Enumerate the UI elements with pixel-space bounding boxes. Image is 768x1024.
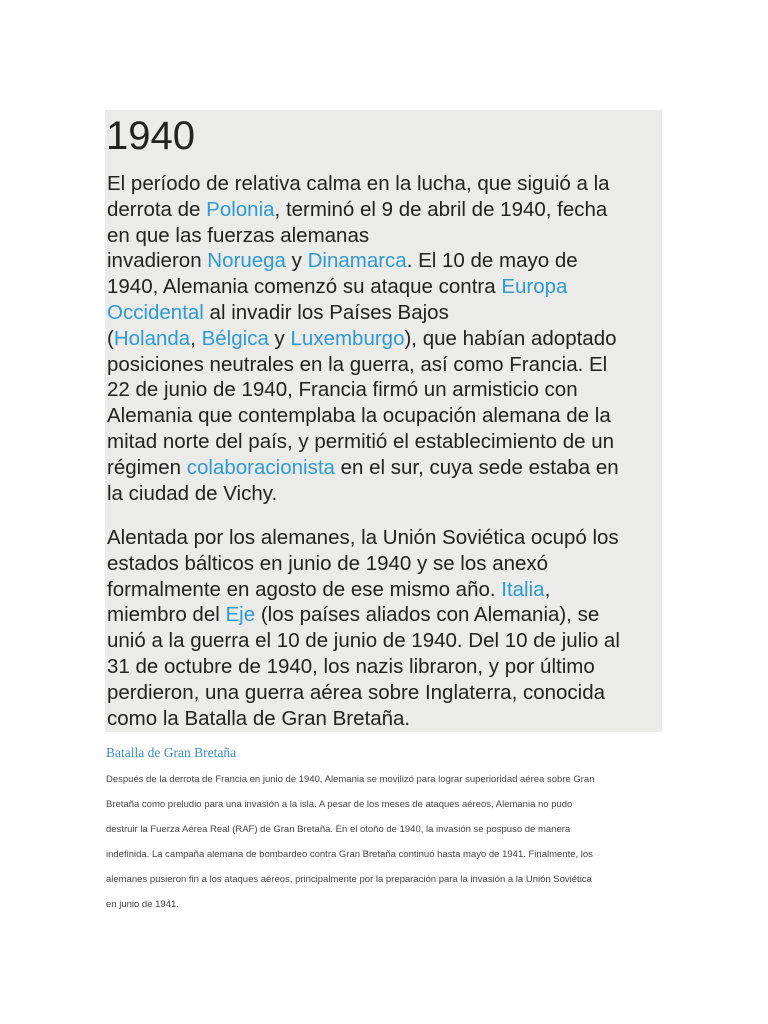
text-segment: 22 de junio de 1940, Francia firmó un armisticio con	[107, 378, 578, 402]
text-segment: mitad norte del país, y permitió el establecimiento de un	[107, 429, 615, 453]
subsection-text-line: alemanes pusieron fin a los ataques aéreos, principalmente por la preparación para la invasión a la Unión Soviética	[106, 874, 592, 885]
text-segment: ,	[190, 326, 202, 350]
text-segment: Alemania que contemplaba la ocupación alemana de la	[107, 404, 611, 428]
inline-link-holanda[interactable]: Holanda	[113, 326, 191, 350]
text-segment: El período de relativa calma en la lucha, que siguió a la	[107, 172, 610, 195]
subsection-text-line: Después de la derrota de Francia en junio de 1940, Alemania se movilizó para lograr superioridad aérea sobre Gran	[106, 774, 595, 785]
text-segment: perdieron, una guerra aérea sobre Inglaterra, conocida	[107, 680, 606, 704]
text-segment: Alentada por los alemanes, la Unión Soviética ocupó los	[107, 526, 619, 549]
text-segment: al invadir los Países Bajos	[203, 300, 449, 324]
text-line	[107, 628, 662, 654]
text-segment: en el sur, cuya sede estaba en	[334, 455, 619, 479]
text-line	[107, 551, 662, 577]
text-segment: unió a la guerra el 10 de junio de 1940. Del 10 de julio al	[107, 629, 620, 653]
paragraph-2	[107, 525, 662, 731]
text-line	[107, 602, 662, 628]
text-segment: la ciudad de Vichy.	[107, 481, 278, 505]
text-line	[107, 248, 662, 274]
text-line	[107, 377, 662, 403]
text-line	[107, 429, 662, 455]
text-segment: derrota de	[107, 197, 207, 221]
text-line	[107, 403, 662, 429]
text-segment: ,	[544, 577, 551, 601]
text-segment: y	[268, 326, 291, 350]
text-segment: formalmente en agosto de ese mismo año.	[107, 577, 502, 601]
text-segment: , terminó el 9 de abril de 1940, fecha	[274, 197, 608, 221]
text-line	[107, 577, 662, 603]
subsection-heading: Batalla de Gran Bretaña	[106, 745, 237, 760]
paragraph-1	[107, 171, 662, 506]
inline-link-noruega[interactable]: Noruega	[207, 249, 286, 273]
text-line	[107, 300, 662, 326]
text-segment: posiciones neutrales en la guerra, así como Francia. El	[107, 352, 608, 376]
section-heading: 1940	[106, 114, 195, 158]
inline-link-polonia[interactable]: Polonia	[206, 197, 275, 221]
text-segment: 1940, Alemania comenzó su ataque contra	[107, 275, 502, 299]
subsection-text-line: indefinida. La campaña alemana de bombardeo contra Gran Bretaña continuó hasta mayo de 1941. Finalmente, los	[106, 849, 593, 860]
inline-link-dinamarca[interactable]: Dinamarca	[307, 249, 407, 273]
text-line	[107, 525, 662, 551]
text-line	[107, 197, 662, 223]
subsection-text-line: en junio de 1941.	[106, 899, 179, 910]
text-line	[107, 223, 662, 249]
text-segment: régimen	[107, 455, 187, 479]
subsection-text-line: destruir la Fuerza Aérea Real (RAF) de Gran Bretaña. En el otoño de 1940, la invasión se pospuso de manera	[106, 824, 571, 835]
text-segment: estados bálticos en junio de 1940 y se los anexó	[107, 551, 549, 575]
text-line	[107, 455, 662, 481]
text-line	[107, 706, 662, 732]
text-segment: 31 de octubre de 1940, los nazis libraron, y por último	[107, 654, 595, 678]
inline-link-luxemburgo[interactable]: Luxemburgo	[290, 326, 405, 350]
text-line	[107, 352, 662, 378]
text-segment: (	[107, 326, 114, 350]
text-segment: ), que habían adoptado	[404, 326, 617, 350]
text-segment: miembro del	[107, 603, 226, 627]
text-segment: . El 10 de mayo de	[406, 249, 578, 273]
text-line	[107, 654, 662, 680]
inline-link-europa[interactable]: Europa	[501, 275, 568, 299]
inline-link-italia[interactable]: Italia	[501, 577, 545, 601]
inline-link-occidental[interactable]: Occidental	[107, 300, 204, 324]
inline-link-eje[interactable]: Eje	[225, 603, 256, 627]
text-segment: invadieron	[107, 249, 208, 273]
text-line	[107, 326, 662, 352]
text-line	[107, 171, 662, 197]
text-segment: (los países aliados con Alemania), se	[255, 603, 600, 627]
text-segment: en que las fuerzas alemanas	[107, 223, 370, 247]
text-segment: como la Batalla de Gran Bretaña.	[107, 706, 411, 730]
inline-link-bélgica[interactable]: Bélgica	[201, 326, 269, 350]
text-line	[107, 274, 662, 300]
inline-link-colaboracionista[interactable]: colaboracionista	[186, 455, 335, 479]
subsection-text-line: Bretaña como preludio para una invasión a la isla. A pesar de los meses de ataques aéreos, Alemania no pudo	[106, 799, 573, 810]
text-line	[107, 680, 662, 706]
text-segment: y	[285, 249, 308, 273]
text-line	[107, 481, 662, 507]
subsection-paragraph	[106, 767, 688, 917]
